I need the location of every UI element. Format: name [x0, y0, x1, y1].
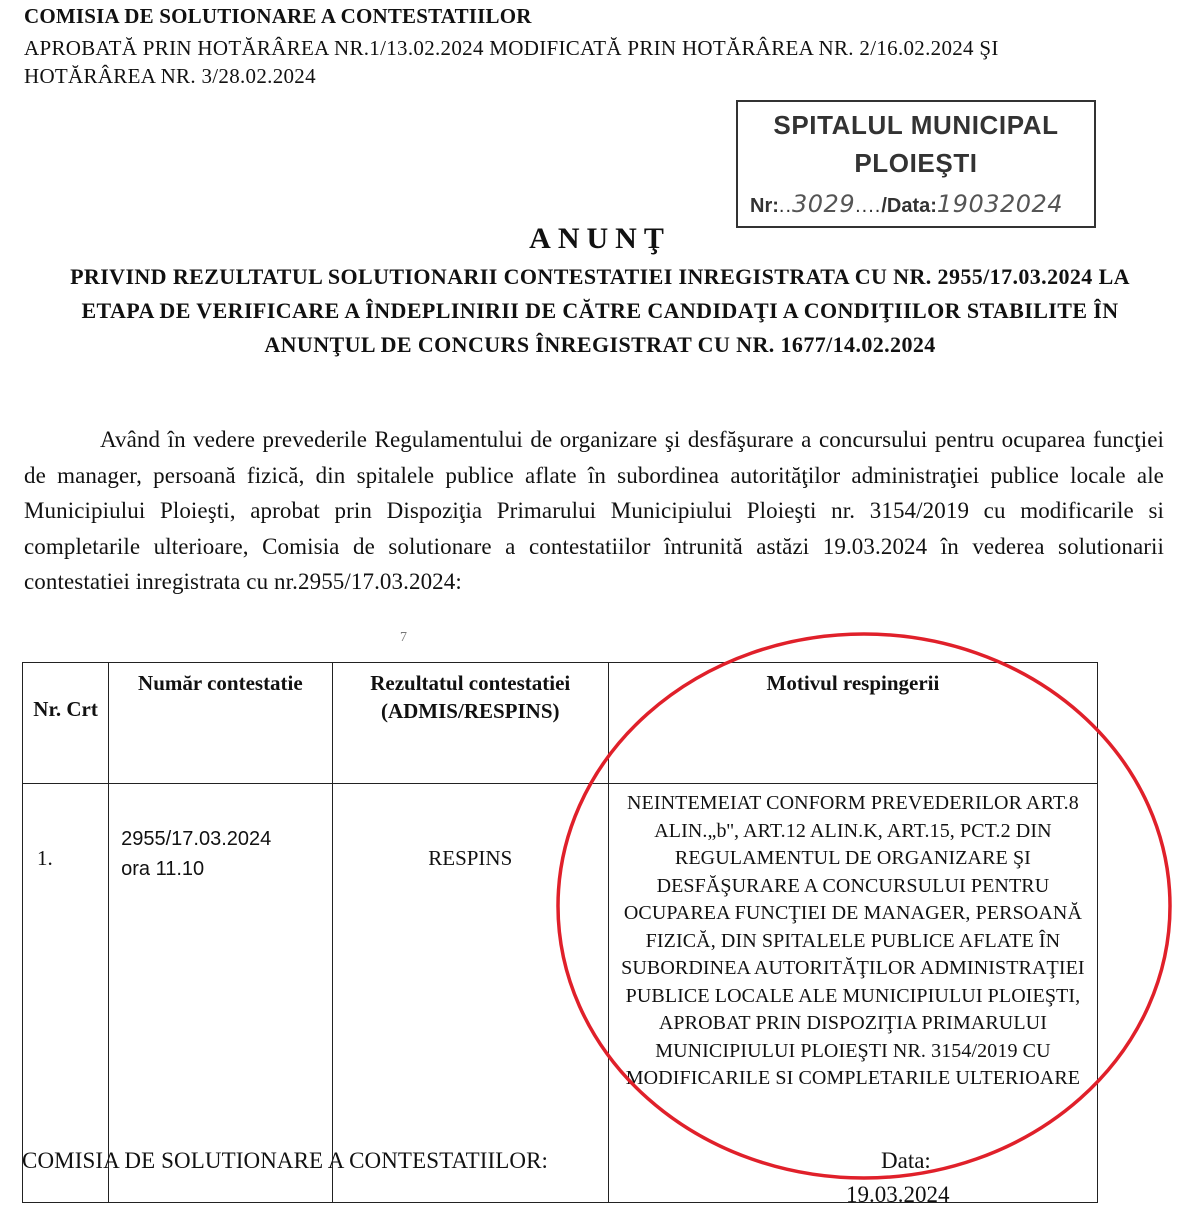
- header-rezultat: Rezultatul contestatiei (ADMIS/RESPINS): [332, 663, 608, 784]
- document-title: ANUNŢ: [529, 222, 671, 255]
- footer-data-label: Data:: [881, 1148, 931, 1173]
- stamp-dots: ..: [778, 195, 793, 217]
- registration-stamp: [736, 100, 1096, 228]
- stamp-city: PLOIEŞTI: [854, 148, 978, 178]
- stamp-nr-label: Nr:: [750, 195, 779, 217]
- header-nr-crt: Nr. Crt: [23, 663, 109, 784]
- cell-numar-value: 2955/17.03.2024: [121, 828, 272, 850]
- table-header-row: [23, 663, 1098, 784]
- footer-committee: COMISIA DE SOLUTIONARE A CONTESTATIILOR:: [22, 1148, 549, 1173]
- header-motiv: Motivul respingerii: [608, 663, 1097, 784]
- stamp-dots: ....: [855, 195, 882, 217]
- stamp-data-value: 19032024: [936, 190, 1064, 218]
- document-subtitle: PRIVIND REZULTATUL SOLUTIONARII CONTESTATIEI INREGISTRATA CU NR. 2955/17.03.2024 LA ETAPA DE VERIFICARE A ÎNDEPLINIRII DE CĂTRE CANDIDAŢI A CONDIŢIILOR STABILITE ÎN ANUNŢUL DE CONCURS ÎNREGISTRAT CU NR. 1677/14.02.2024: [70, 264, 1130, 357]
- cell-motiv: NEINTEMEIAT CONFORM PREVEDERILOR ART.8 ALIN.„b'', ART.12 ALIN.K, ART.15, PCT.2 DIN REGULAMENTUL DE ORGANIZARE ŞI DESFĂŞURARE A CONCURSULUI PENTRU OCUPAREA FUNCŢIEI DE MANAGER, PERSOANĂ FIZICĂ, DIN SPITALELE PUBLICE AFLATE ÎN SUBORDINEA AUTORITĂŢILOR ADMINISTRAŢIEI PUBLICE LOCALE ALE MUNICIPIULUI PLOIEŞTI, APROBAT PRIN DISPOZIŢIA PRIMARULUI MUNICIPIULUI PLOIEŞTI NR. 3154/2019 CU MODIFICARILE SI COMPLETARILE ULTERIOARE: [608, 784, 1097, 1203]
- stamp-registration-line: [750, 190, 1063, 218]
- cell-rezultat: RESPINS: [332, 784, 608, 1203]
- footer-date: 19.03.2024: [846, 1182, 950, 1207]
- header-numar-contestatie: Număr contestatie: [109, 663, 333, 784]
- table-row: [23, 784, 1098, 1203]
- committee-header: COMISIA DE SOLUTIONARE A CONTESTATIILOR: [24, 4, 532, 28]
- stamp-hospital-name: SPITALUL MUNICIPAL: [773, 110, 1059, 140]
- stray-mark: 7: [400, 630, 407, 645]
- cell-nr: 1.: [23, 784, 109, 1203]
- results-table: [22, 662, 1098, 1203]
- body-paragraph: Având în vedere prevederile Regulamentului de organizare şi desfăşurare a concursului pentru ocuparea funcţiei de manager, persoană fizică, din spitalele publice aflate în subordinea autorităţilor administraţiei publice locale ale Municipiului Ploieşti, aprobat prin Dispoziţia Primarului Municipiului Ploieşti nr. 3154/2019 cu modificarile si completarile ulterioare, Comisia de solutionare a contestatiilor întrunită astăzi 19.03.2024 în vederea solutionarii contestatiei inregistrata cu nr.2955/17.03.2024:: [24, 427, 1164, 594]
- stamp-data-label: /Data:: [881, 195, 937, 217]
- stamp-nr-value: 3029: [792, 190, 856, 218]
- cell-numar: [109, 784, 333, 1203]
- cell-numar-time: ora 11.10: [121, 858, 205, 880]
- approval-line: APROBATĂ PRIN HOTĂRÂREA NR.1/13.02.2024 MODIFICATĂ PRIN HOTĂRÂREA NR. 2/16.02.2024 ŞI HOTĂRÂREA NR. 3/28.02.2024: [24, 36, 999, 88]
